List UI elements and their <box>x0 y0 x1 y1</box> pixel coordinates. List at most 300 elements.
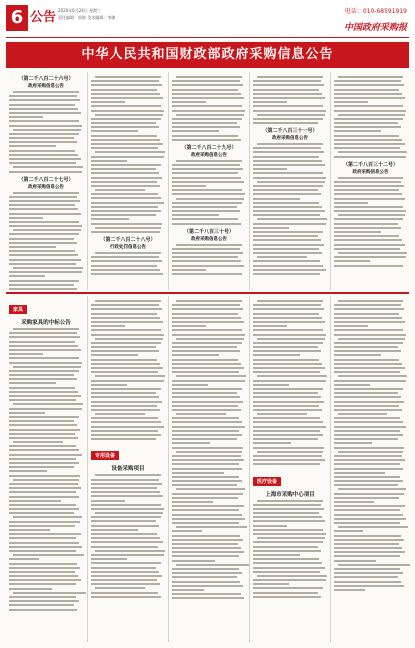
text-line <box>91 533 157 535</box>
text-line <box>9 609 77 611</box>
text-line <box>176 451 242 453</box>
text-line <box>334 321 405 323</box>
text-line <box>91 529 138 531</box>
text-line <box>91 168 156 170</box>
text-line <box>253 269 326 271</box>
text-line <box>95 227 161 229</box>
text-line <box>334 497 399 499</box>
text-line <box>334 223 398 225</box>
text-line <box>91 172 159 174</box>
text-line <box>9 263 76 265</box>
text-line <box>253 321 325 323</box>
text-line <box>172 560 215 562</box>
text-line <box>9 408 82 410</box>
text-line <box>172 101 206 103</box>
text-line <box>253 417 320 419</box>
text-line <box>253 308 324 310</box>
text-line <box>9 238 74 240</box>
text-line <box>91 396 159 398</box>
text-line <box>172 206 237 208</box>
text-line <box>172 401 243 403</box>
text-line <box>334 313 399 315</box>
announcement-column-1 <box>6 296 86 642</box>
notice-heading: （第二千八百三十一号） 政府采购信息公告 <box>262 128 318 142</box>
text-line <box>253 550 321 552</box>
text-line <box>253 101 287 103</box>
text-line <box>9 395 81 397</box>
text-line <box>334 539 404 541</box>
text-line <box>91 334 164 336</box>
text-line <box>172 189 242 191</box>
text-line <box>91 197 161 199</box>
text-line <box>334 248 400 250</box>
text-line <box>253 579 326 581</box>
notice-heading: （第二千八百二十九号） 政府采购信息公告 <box>181 144 237 158</box>
text-line <box>257 451 323 453</box>
text-line <box>257 575 327 577</box>
text-line <box>9 470 47 472</box>
text-line <box>334 350 401 352</box>
text-line <box>172 139 241 141</box>
article-body <box>250 500 330 598</box>
text-line <box>91 438 156 440</box>
text-line <box>253 168 287 170</box>
text-line <box>91 346 156 348</box>
text-line <box>334 105 403 107</box>
text-line <box>91 546 158 548</box>
text-line <box>253 504 321 506</box>
text-line <box>172 522 239 524</box>
text-line <box>9 604 74 606</box>
text-line <box>257 114 324 116</box>
notice-column-3 <box>168 72 249 290</box>
text-line <box>9 583 76 585</box>
text-line <box>9 575 78 577</box>
notice-heading: （第二千八百二十六号） 政府采购信息公告 <box>18 76 74 89</box>
text-line <box>9 284 74 286</box>
page-number: 6 <box>6 5 28 31</box>
text-line <box>172 421 242 423</box>
text-line <box>253 463 320 465</box>
text-line <box>253 571 320 573</box>
text-line <box>172 334 245 336</box>
text-line <box>172 468 242 470</box>
text-line <box>9 466 74 468</box>
notice-column-1 <box>6 72 86 290</box>
text-line <box>334 468 403 470</box>
text-line <box>334 384 370 386</box>
text-line <box>176 160 241 162</box>
text-line <box>253 401 324 403</box>
text-line <box>172 514 242 516</box>
text-line <box>176 338 243 340</box>
text-line <box>91 118 161 120</box>
text-line <box>334 447 404 449</box>
text-line <box>91 101 125 103</box>
text-line <box>172 329 242 331</box>
text-line <box>95 252 160 254</box>
text-line <box>172 555 239 557</box>
text-line <box>172 325 206 327</box>
text-line <box>334 522 400 524</box>
text-line <box>172 84 243 86</box>
text-line <box>9 242 77 244</box>
text-line <box>176 564 249 566</box>
text-line <box>13 516 81 518</box>
text-line <box>253 380 326 382</box>
text-line <box>91 380 164 382</box>
text-line <box>334 147 400 149</box>
text-line <box>253 562 322 564</box>
announcement-area <box>6 296 409 642</box>
text-line <box>9 133 79 135</box>
text-line <box>334 589 365 591</box>
text-line <box>172 509 239 511</box>
text-line <box>91 562 161 564</box>
text-line <box>13 479 79 481</box>
text-line <box>338 300 402 302</box>
text-line <box>9 99 80 101</box>
text-line <box>13 366 80 368</box>
text-line <box>9 487 81 489</box>
text-line <box>13 192 78 194</box>
text-line <box>9 154 78 156</box>
text-line <box>9 145 56 147</box>
text-line <box>91 210 161 212</box>
text-line <box>91 508 164 510</box>
text-line <box>91 487 157 489</box>
announcement-column-3 <box>168 296 249 642</box>
text-line <box>172 202 242 204</box>
text-line <box>9 533 81 535</box>
text-line <box>253 438 318 440</box>
text-line <box>13 328 78 330</box>
text-line <box>253 371 320 373</box>
text-line <box>9 345 78 347</box>
text-line <box>334 97 405 99</box>
text-line <box>172 551 244 553</box>
text-line <box>172 585 243 587</box>
text-line <box>176 413 226 415</box>
text-line <box>9 550 76 552</box>
text-line <box>9 349 81 351</box>
text-line <box>172 396 240 398</box>
text-line <box>253 583 289 585</box>
text-line <box>172 367 244 369</box>
article-title: 采购家具的中标公告 <box>21 320 71 326</box>
text-line <box>334 405 399 407</box>
text-line <box>9 563 77 565</box>
text-line <box>176 526 246 528</box>
text-line <box>172 480 242 482</box>
text-line <box>95 413 145 415</box>
text-line <box>91 388 161 390</box>
text-line <box>253 421 323 423</box>
text-line <box>91 89 157 91</box>
text-line <box>172 308 243 310</box>
text-line <box>172 122 237 124</box>
text-line <box>9 204 75 206</box>
text-line <box>91 491 160 493</box>
text-line <box>9 275 45 277</box>
text-line <box>13 229 80 231</box>
notice-area <box>6 72 409 290</box>
text-line <box>338 451 403 453</box>
text-line <box>334 193 402 195</box>
text-line <box>334 392 398 394</box>
text-line <box>9 399 76 401</box>
text-line <box>172 426 245 428</box>
text-line <box>334 409 402 411</box>
text-line <box>91 367 163 369</box>
text-line <box>338 114 404 116</box>
text-line <box>253 164 325 166</box>
text-line <box>253 554 300 556</box>
text-line <box>91 308 162 310</box>
text-line <box>9 221 79 223</box>
text-line <box>334 110 406 112</box>
text-line <box>172 597 244 599</box>
text-line <box>9 429 80 431</box>
text-line <box>91 265 157 267</box>
text-line <box>91 185 160 187</box>
text-line <box>334 581 401 583</box>
text-line <box>334 547 402 549</box>
text-line <box>176 114 243 116</box>
text-line <box>334 505 405 507</box>
text-line <box>91 409 160 411</box>
text-line <box>338 375 407 377</box>
notice-column-4 <box>249 72 330 290</box>
text-line <box>91 110 164 112</box>
text-line <box>334 480 403 482</box>
text-line <box>334 455 402 457</box>
announcement-column-5 <box>330 296 410 642</box>
text-line <box>334 80 401 82</box>
text-line <box>91 164 161 166</box>
text-line <box>172 317 241 319</box>
text-line <box>9 280 79 282</box>
text-line <box>334 218 403 220</box>
text-line <box>9 200 80 202</box>
text-line <box>13 592 86 594</box>
text-line <box>334 543 399 545</box>
text-line <box>253 80 321 82</box>
text-line <box>9 437 78 439</box>
text-line <box>253 235 318 237</box>
text-line <box>13 554 83 556</box>
text-line <box>9 158 81 160</box>
text-line <box>334 484 398 486</box>
announcement-column-4 <box>249 296 330 642</box>
article-body <box>250 296 330 465</box>
text-line <box>9 378 77 380</box>
notice-body <box>250 72 330 124</box>
text-line <box>172 438 237 440</box>
text-line <box>257 143 322 145</box>
text-line <box>253 227 289 229</box>
text-line <box>9 104 75 106</box>
text-line <box>9 125 82 127</box>
text-line <box>253 512 319 514</box>
text-line <box>253 529 323 531</box>
text-line <box>172 388 242 390</box>
text-line <box>91 541 163 543</box>
text-line <box>334 235 399 237</box>
text-line <box>172 342 242 344</box>
text-line <box>253 260 320 262</box>
text-line <box>9 116 43 118</box>
text-line <box>334 244 405 246</box>
text-line <box>172 547 241 549</box>
text-line <box>9 521 80 523</box>
text-line <box>172 177 241 179</box>
text-line <box>172 218 238 220</box>
text-line <box>9 259 81 261</box>
text-line <box>334 438 398 440</box>
text-line <box>9 433 75 435</box>
text-line <box>9 362 82 364</box>
text-line <box>334 459 405 461</box>
text-line <box>172 350 240 352</box>
text-line <box>91 223 162 225</box>
text-line <box>253 147 321 149</box>
notice-column-2 <box>87 72 168 290</box>
text-line <box>253 265 323 267</box>
text-line <box>253 359 319 361</box>
text-line <box>334 304 401 306</box>
text-line <box>334 231 381 233</box>
text-line <box>9 171 82 173</box>
text-line <box>91 575 162 577</box>
text-line <box>253 252 322 254</box>
text-line <box>334 401 404 403</box>
text-line <box>338 564 410 566</box>
text-line <box>253 84 324 86</box>
text-line <box>91 426 164 428</box>
text-line <box>334 430 400 432</box>
text-line <box>9 596 76 598</box>
text-line <box>172 417 239 419</box>
text-line <box>9 454 82 456</box>
article-body <box>88 296 168 440</box>
text-line <box>91 126 159 128</box>
text-line <box>91 500 125 502</box>
text-line <box>334 185 404 187</box>
text-line <box>253 533 326 535</box>
text-line <box>172 392 237 394</box>
text-line <box>91 206 158 208</box>
text-line <box>172 210 240 212</box>
text-line <box>334 325 368 327</box>
text-line <box>91 392 156 394</box>
text-line <box>253 447 324 449</box>
text-line <box>257 338 324 340</box>
text-line <box>91 325 125 327</box>
text-line <box>9 529 50 531</box>
text-line <box>95 375 165 377</box>
text-line <box>9 332 77 334</box>
text-line <box>334 359 399 361</box>
text-line <box>334 576 398 578</box>
text-line <box>9 588 52 590</box>
text-line <box>253 329 323 331</box>
text-line <box>172 313 238 315</box>
text-line <box>334 572 403 574</box>
text-line <box>91 135 157 137</box>
text-line <box>9 508 79 510</box>
text-line <box>91 156 164 158</box>
text-line <box>334 227 401 229</box>
text-line <box>253 304 321 306</box>
text-line <box>257 537 324 539</box>
text-line <box>253 334 326 336</box>
text-line <box>338 177 402 179</box>
text-line <box>9 558 39 560</box>
text-line <box>172 371 239 373</box>
text-line <box>338 413 387 415</box>
text-line <box>334 126 401 128</box>
text-line <box>334 334 406 336</box>
text-line <box>91 504 161 506</box>
contact-line: 电话：010-68591919 <box>344 8 407 15</box>
text-line <box>334 560 376 562</box>
text-line <box>253 525 287 527</box>
text-line <box>91 434 161 436</box>
text-line <box>334 463 400 465</box>
text-line <box>334 130 381 132</box>
text-line <box>253 384 289 386</box>
text-line <box>253 110 326 112</box>
text-line <box>91 147 158 149</box>
text-line <box>91 417 158 419</box>
text-line <box>91 80 159 82</box>
page-banner: 中华人民共和国财政部政府采购信息公告 <box>6 42 409 68</box>
text-line <box>334 442 372 444</box>
text-line <box>172 256 238 258</box>
text-line <box>91 558 127 560</box>
text-line <box>257 76 322 78</box>
text-line <box>176 300 241 302</box>
text-line <box>334 139 402 141</box>
text-line <box>253 122 318 124</box>
masthead-rule <box>6 37 409 38</box>
text-line <box>253 342 323 344</box>
text-line <box>253 151 324 153</box>
text-line <box>172 405 238 407</box>
text-line <box>253 363 322 365</box>
text-line <box>172 472 224 474</box>
text-line <box>334 426 406 428</box>
text-line <box>172 248 240 250</box>
text-line <box>9 496 79 498</box>
text-line <box>334 555 400 557</box>
text-line <box>253 172 323 174</box>
text-line <box>257 375 327 377</box>
text-line <box>172 359 238 361</box>
text-line <box>95 300 160 302</box>
text-line <box>172 409 241 411</box>
text-line <box>95 76 160 78</box>
text-line <box>91 371 158 373</box>
text-line <box>334 93 402 95</box>
text-line <box>9 213 81 215</box>
category-tag: 医疗设备 <box>253 477 281 486</box>
text-line <box>172 172 238 174</box>
text-line <box>172 269 206 271</box>
text-line <box>253 396 321 398</box>
notice-body <box>88 252 168 275</box>
